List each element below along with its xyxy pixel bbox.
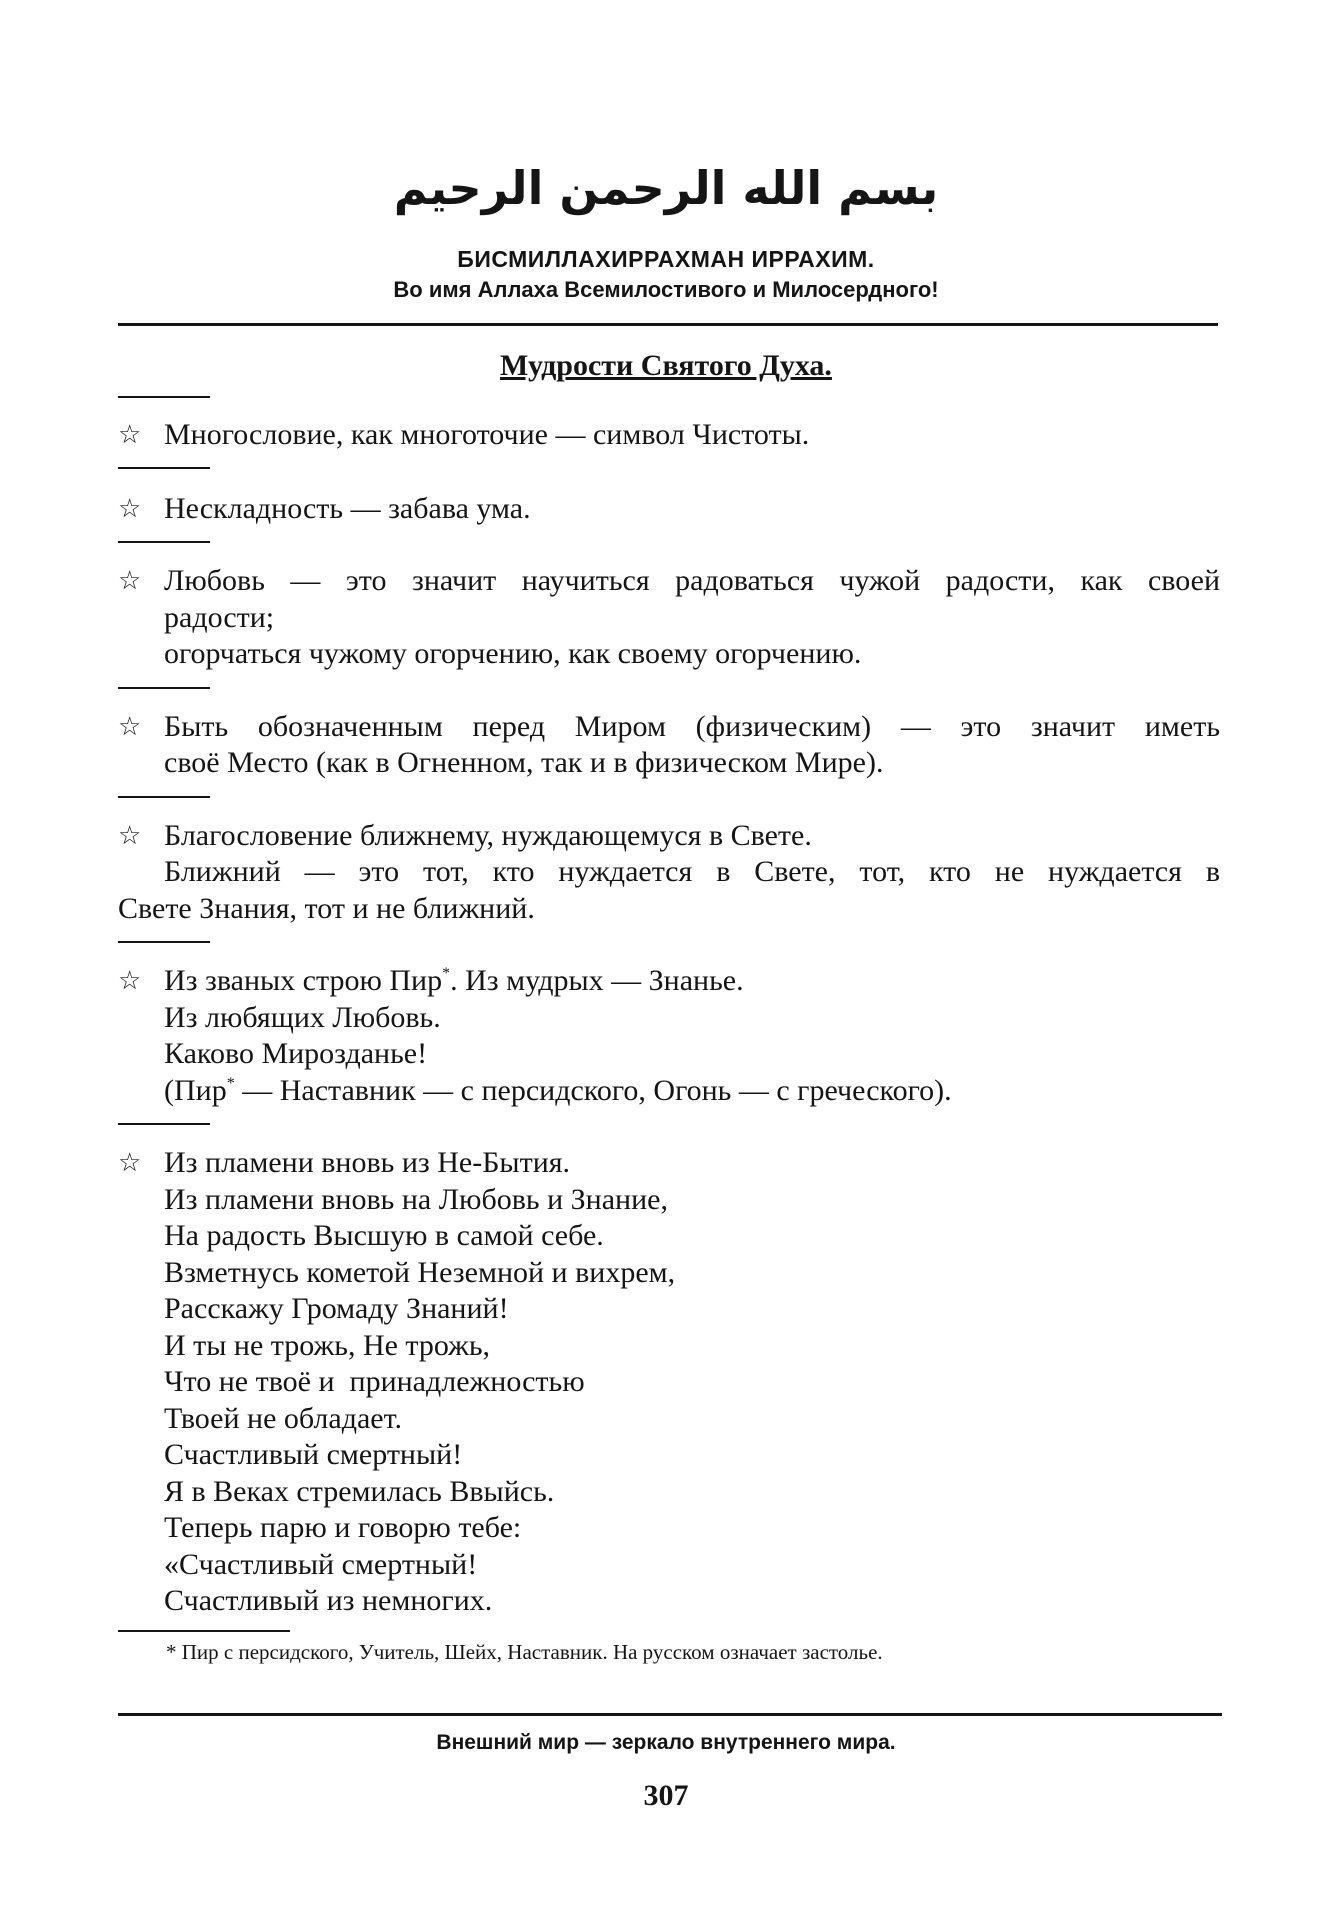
entry-line: Из пламени вновь на Любовь и Знание, bbox=[164, 1182, 668, 1216]
entry-separator bbox=[118, 396, 210, 398]
entry-separator bbox=[118, 541, 210, 543]
entry-line-part: — Наставник — с персидского, Огонь — с греческого). bbox=[234, 1073, 952, 1107]
entry-line: Я в Веках стремилась Ввыйсь. bbox=[164, 1474, 555, 1508]
footnote-mark: * bbox=[226, 1074, 235, 1092]
entry-line-part: . Из мудрых — Знанье. bbox=[450, 964, 744, 997]
entry-separator bbox=[118, 796, 210, 798]
svg-text:بسم الله الرحمن الرحيم: بسم الله الرحمن الرحيم bbox=[393, 161, 939, 215]
star-bullet-icon: ☆ bbox=[118, 820, 142, 851]
entry-separator bbox=[118, 1123, 210, 1125]
entry-line: огорчаться чужому огорчению, как своему огорчению. bbox=[164, 637, 862, 670]
entry-line: Счастливый смертный! bbox=[164, 1438, 463, 1471]
wisdom-entry-3 bbox=[118, 563, 1220, 673]
entry-line: На радость Высшую в самой себе. bbox=[164, 1219, 604, 1252]
entry-line: Счастливый из немногих. bbox=[164, 1584, 493, 1617]
wisdom-entry-7 bbox=[118, 1145, 1220, 1620]
entry-line: Свете Знания, тот и не ближний. bbox=[118, 891, 535, 925]
entry-line: Расскажу Громаду Знаний! bbox=[164, 1292, 509, 1325]
entry-line: Твоей не обладает. bbox=[164, 1401, 402, 1435]
wisdom-entry-2 bbox=[118, 491, 1220, 528]
entry-line: Благословение ближнему, нуждающемуся в Свете. bbox=[164, 818, 812, 852]
star-bullet-icon: ☆ bbox=[118, 566, 142, 596]
entry-line: Каково Мирозданье! bbox=[164, 1037, 428, 1070]
star-bullet-icon: ☆ bbox=[118, 711, 142, 742]
star-bullet-icon: ☆ bbox=[118, 420, 142, 450]
entry-line bbox=[118, 963, 1220, 1000]
entry-line: своё Место (как в Огненном, так и в физическом Мире). bbox=[164, 746, 884, 779]
entry-line: Что не твоё и принадлежностью bbox=[164, 1365, 585, 1398]
wisdom-entry-6 bbox=[118, 963, 1220, 1109]
basmala-transliteration: БИСМИЛЛАХИРРАХМАН ИРРАХИМ. bbox=[457, 246, 875, 272]
footer-motto: Внешний мир — зеркало внутреннего мира. bbox=[436, 1731, 896, 1754]
entry-line: Нескладность — забава ума. bbox=[164, 491, 531, 525]
entry-line: Из пламени вновь из Не-Бытия. bbox=[164, 1146, 571, 1179]
page-number: 307 bbox=[643, 1779, 689, 1812]
entry-line: Быть обозначенным перед Миром (физическим) — это значит иметь bbox=[164, 709, 1220, 743]
star-bullet-icon: ☆ bbox=[118, 1148, 142, 1178]
star-bullet-icon: ☆ bbox=[118, 966, 142, 996]
entry-line: Взметнусь кометой Неземной и вихрем, bbox=[164, 1255, 676, 1289]
wisdom-list bbox=[118, 396, 1220, 1632]
entry-line: Многословие, как многоточие — символ Чистоты. bbox=[164, 418, 810, 451]
footer-divider bbox=[118, 1713, 1222, 1716]
section-title: Мудрости Святого Духа. bbox=[500, 349, 832, 382]
basmala-calligraphy bbox=[0, 126, 1332, 236]
header-divider bbox=[118, 323, 1218, 326]
wisdom-entry-1 bbox=[118, 417, 1220, 454]
wisdom-entry-5 bbox=[118, 818, 1220, 928]
star-bullet-icon: ☆ bbox=[118, 493, 142, 524]
entry-line: «Счастливый смертный! bbox=[164, 1547, 478, 1581]
entry-line: Ближний — это тот, кто нуждается в Свете, тот, кто не нуждается в bbox=[164, 855, 1220, 888]
basmala-translation: Во имя Аллаха Всемилостивого и Милосердного! bbox=[393, 277, 939, 302]
entry-line: Теперь парю и говорю тебе: bbox=[164, 1511, 522, 1544]
entry-separator bbox=[118, 687, 210, 689]
footnote: * Пир с персидского, Учитель, Шейх, Наставник. На русском означает застолье. bbox=[166, 1640, 883, 1664]
entry-line: Из любящих Любовь. bbox=[164, 1000, 441, 1034]
entry-line: Любовь — это значит научиться радоваться чужой радости, как своей bbox=[164, 564, 1220, 597]
entry-line-part: Из званых строю Пир bbox=[164, 964, 443, 997]
entry-separator bbox=[118, 467, 210, 469]
footnote-separator bbox=[118, 1630, 290, 1632]
entry-line: радости; bbox=[164, 600, 275, 634]
entry-line-part: (Пир bbox=[164, 1073, 227, 1107]
entry-separator bbox=[118, 941, 210, 943]
entry-line: И ты не трожь, Не трожь, bbox=[164, 1328, 491, 1362]
basmala-calligraphy-image bbox=[393, 126, 939, 236]
footnote-mark: * bbox=[442, 965, 451, 982]
wisdom-entry-4 bbox=[118, 709, 1220, 782]
entry-line bbox=[118, 1073, 1220, 1110]
